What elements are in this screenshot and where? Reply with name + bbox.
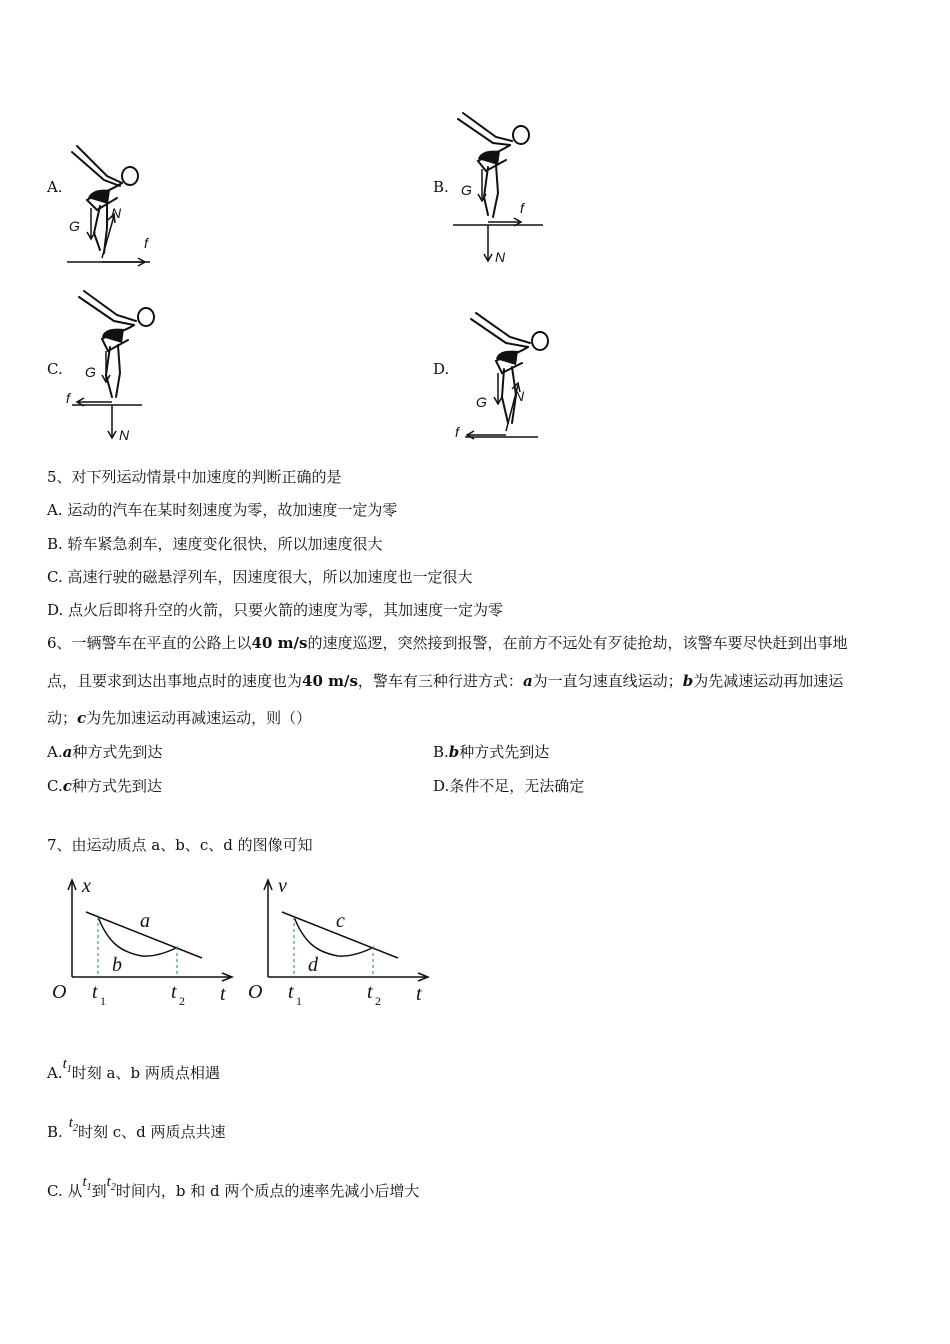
t1-label: t xyxy=(288,981,294,1003)
t1-subscript: 1 xyxy=(100,994,106,1008)
t-symbol: $t_1$ xyxy=(62,1056,72,1075)
origin-label: O xyxy=(248,981,263,1003)
option-text: 条件不足，无法确定 xyxy=(449,777,585,795)
option-a-label: A. xyxy=(47,178,63,196)
option-text: 种方式先到达 xyxy=(72,743,163,761)
q6-option-d xyxy=(433,775,584,797)
option-text: 到 xyxy=(91,1182,107,1200)
option-prefix: B. xyxy=(47,1123,63,1141)
t2-label: t xyxy=(367,981,373,1003)
option-prefix: A. xyxy=(47,1064,63,1082)
diver-figure-c xyxy=(62,285,162,445)
normal-force-label: N xyxy=(111,205,122,221)
t2-subscript: 2 xyxy=(375,994,381,1008)
q6-text: 的速度巡逻，突然接到报警，在前方不远处有歹徒抢劫，该警车要尽快赶到出事地 xyxy=(307,634,848,652)
option-b-label: B. xyxy=(433,178,449,196)
line-a-label: a xyxy=(140,910,150,932)
gravity-label: G xyxy=(85,364,96,380)
q6-speed: 40 m/s xyxy=(302,672,358,690)
q5-option-d: D. 点火后即将升空的火箭，只要火箭的速度为零，其加速度一定为零 xyxy=(47,601,504,619)
option-var: b xyxy=(448,743,460,761)
q6-var: a xyxy=(522,672,533,690)
option-var: c xyxy=(62,777,72,795)
q6-text: ，警车有三种行进方式： xyxy=(357,672,523,690)
q5-option-c: C. 高速行驶的磁悬浮列车，因速度很大，所以加速度也一定很大 xyxy=(47,568,473,586)
gravity-label: G xyxy=(476,394,487,410)
q7-option-c xyxy=(47,1176,419,1213)
q7-option-b xyxy=(47,1117,226,1154)
q7-stem: 7、由运动质点 a、b、c、d 的图像可知 xyxy=(47,836,313,854)
t1-subscript: 1 xyxy=(296,994,302,1008)
q6-speed: 40 m/s xyxy=(251,634,308,652)
y-axis-label: x xyxy=(82,875,91,897)
q6-text: 为一直匀速直线运动； xyxy=(532,672,683,690)
v-t-graph xyxy=(246,872,436,1012)
q6-var: c xyxy=(77,709,87,727)
option-var: a xyxy=(62,743,73,761)
normal-force-label: N xyxy=(119,427,130,443)
q6-text: 为先减速运动再加速运 xyxy=(693,672,844,690)
q6-text: 动； xyxy=(47,709,78,727)
t2-subscript: 2 xyxy=(179,994,185,1008)
option-text: 时刻 c、d 两质点共速 xyxy=(77,1123,226,1141)
t-symbol: $t_1$ xyxy=(82,1174,92,1193)
gravity-label: G xyxy=(461,182,472,198)
y-axis-label: v xyxy=(278,875,287,897)
option-d-label: D. xyxy=(433,360,450,378)
curve-d-label: d xyxy=(308,954,318,976)
origin-label: O xyxy=(52,981,67,1003)
curve-b-label: b xyxy=(112,954,122,976)
t1-label: t xyxy=(92,981,98,1003)
option-text: 种方式先到达 xyxy=(459,743,550,761)
option-text: 时刻 a、b 两质点相遇 xyxy=(71,1064,220,1082)
option-prefix: B. xyxy=(433,743,449,761)
option-prefix: C. 从 xyxy=(47,1182,83,1200)
normal-force-label: N xyxy=(514,388,525,404)
diver-figure-b xyxy=(448,105,548,270)
q6-text: 点，且要求到达出事地点时的速度也为 xyxy=(47,672,303,690)
t2-label: t xyxy=(171,981,177,1003)
t-symbol: $t_2$ xyxy=(68,1115,78,1134)
option-prefix: D. xyxy=(433,777,450,795)
option-prefix: A. xyxy=(47,743,63,761)
q5-stem: 5、对下列运动情景中加速度的判断正确的是 xyxy=(47,468,342,486)
q6-stem-line-2 xyxy=(47,670,843,692)
diver-figure-a xyxy=(62,138,162,268)
option-text: 时间内，b 和 d 两个质点的速率先减小后增大 xyxy=(115,1182,420,1200)
q6-option-a xyxy=(47,741,162,763)
option-prefix: C. xyxy=(47,777,63,795)
q6-text: 为先加速运动再减速运动，则（） xyxy=(86,709,312,727)
q6-option-b xyxy=(433,741,549,763)
x-axis-label: t xyxy=(220,983,226,1005)
friction-label: f xyxy=(520,200,524,216)
line-c-label: c xyxy=(336,910,345,932)
option-text: 种方式先到达 xyxy=(71,777,162,795)
friction-label: f xyxy=(455,424,459,440)
option-c-label: C. xyxy=(47,360,63,378)
q5-option-b: B. 轿车紧急刹车，速度变化很快，所以加速度很大 xyxy=(47,535,383,553)
normal-force-label: N xyxy=(495,249,506,265)
q7-option-a xyxy=(47,1058,220,1095)
t-symbol: $t_2$ xyxy=(106,1174,116,1193)
friction-label: f xyxy=(66,390,70,406)
friction-label: f xyxy=(144,235,148,251)
q5-option-a: A. 运动的汽车在某时刻速度为零，故加速度一定为零 xyxy=(47,501,398,519)
gravity-label: G xyxy=(69,218,80,234)
q6-stem-line-1 xyxy=(47,632,847,654)
q6-text: 6、一辆警车在平直的公路上以 xyxy=(47,634,252,652)
diver-figure-d xyxy=(450,305,550,445)
x-axis-label: t xyxy=(416,983,422,1005)
q6-stem-line-3 xyxy=(47,707,311,729)
q6-option-c xyxy=(47,775,162,797)
q6-var: b xyxy=(682,672,694,690)
x-t-graph xyxy=(50,872,240,1012)
